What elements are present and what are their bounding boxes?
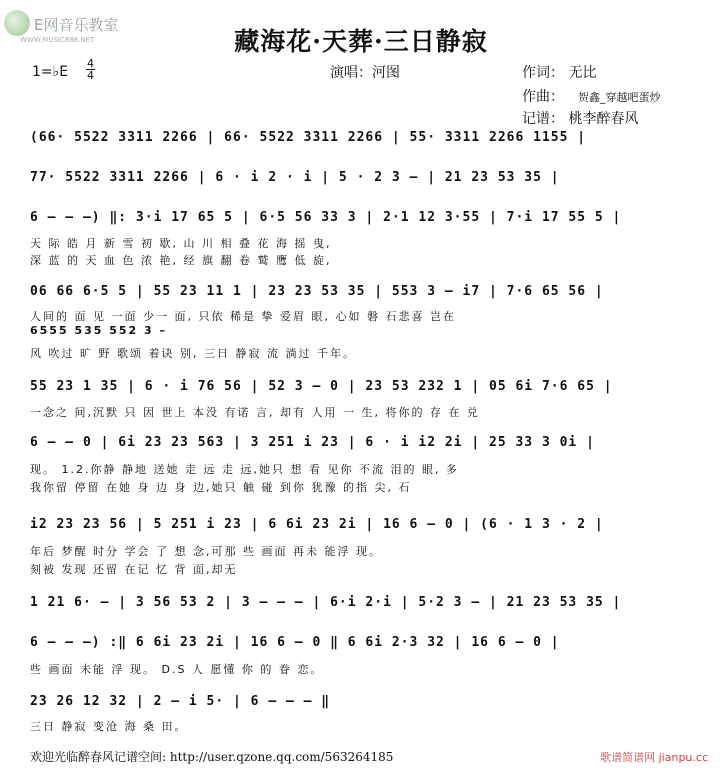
- lyric-row-4b: 风 吹过 旷 野 歌颂 着诀 别, 三日 静寂 流 淌过 千年。: [30, 347, 356, 360]
- lyric-row-3a: 天 际 皓 月 新 雪 初 歇, 山 川 相 叠 花 海 摇 曳,: [30, 237, 332, 250]
- score-row-4-sub: 6555 535 552 3 –: [30, 324, 168, 337]
- time-sig-bottom: 4: [87, 69, 94, 82]
- transcriber: 记谱： 桃李醉春风: [522, 111, 639, 127]
- lyric-row-10a: 三日 静寂 变沧 海 桑 田。: [30, 720, 188, 733]
- score-row-9: 6 – – –) :‖ 6 6i 23 2i | 16 6 – 0 ‖ 6 6i 2·3 32 | 16 6 – 0 |: [30, 635, 560, 650]
- score-row-8: 1 21 6· – | 3 56 53 2 | 3 – – – | 6·i 2·i | 5·2 3 – | 21 23 53 35 |: [30, 595, 622, 610]
- logo-url: WWW.MUSIC888.NET: [20, 36, 95, 44]
- lyric-row-3b: 深 蓝 的 天 血 色 浓 艳, 经 旗 翻 卷 鹫 鹰 低 旋,: [30, 254, 332, 267]
- score-row-7: i2 23 23 56 | 5 251 i 23 | 6 6i 23 2i | 16 6 – 0 | (6 · 1 3 · 2 |: [30, 517, 604, 532]
- watermark: 歌谱简谱网 jianpu.cc: [600, 751, 708, 764]
- score-row-2: 77· 5522 3311 2266 | 6 · i 2 · i | 5 · 2 3 – | 21 23 53 35 |: [30, 170, 560, 185]
- lyric-row-5a: 一念之 间,沉默 只 因 世上 本没 有诺 言, 却有 人用 一 生, 将你的 存 在 兑: [30, 406, 480, 419]
- composer-label: 作曲：: [522, 89, 564, 105]
- score-row-3: 6 – – –) ‖: 3·i 17 65 5 | 6·5 56 33 3 | 2·1 12 3·55 | 7·i 17 55 5 |: [30, 210, 622, 225]
- key-signature: 1=♭E: [32, 64, 69, 80]
- lyric-row-4a: 人间的 面 见 一面 少一 面, 只依 稀是 挚 爱眉 眼, 心如 磐 石悲喜 岂在: [30, 310, 456, 323]
- footer-text: 欢迎光临醉春风记谱空间: http://user.qzone.qq.com/563264185: [30, 750, 394, 764]
- lyric-row-6b: 我你留 停留 在她 身 边 身 边,她只 触 碰 到你 犹豫 的指 尖, 石: [30, 481, 412, 494]
- score-row-6: 6 – – 0 | 6i 23 23 563 | 3 251 i 23 | 6 · i i2 2i | 25 33 3 0i |: [30, 435, 595, 450]
- lyric-row-9a: 些 画面 未能 浮 现。 D.S 人 愿懂 你 的 眷 恋。: [30, 663, 324, 676]
- score-row-1: (66· 5522 3311 2266 | 66· 5522 3311 2266 | 55· 3311 2266 1155 |: [30, 130, 587, 145]
- singer: 演唱：河图: [330, 65, 400, 81]
- score-title: 藏海花·天葬·三日静寂: [234, 27, 488, 56]
- lyric-row-7a: 年后 梦醒 时分 学会 了 想 念,可那 些 画面 再未 能浮 现。: [30, 545, 382, 558]
- score-row-5: 55 23 1 35 | 6 · i 76 56 | 52 3 – 0 | 23 53 232 1 | 05 6i 7·6 65 |: [30, 379, 613, 394]
- score-row-4: 06 66 6·5 5 | 55 23 11 1 | 23 23 53 35 | 553 3 – i7 | 7·6 65 56 |: [30, 284, 604, 299]
- time-signature: [86, 58, 95, 81]
- lyricist: 作词： 无比: [522, 65, 597, 81]
- score-row-10: 23 26 12 32 | 2 – i 5· | 6 – – – ‖: [30, 694, 331, 709]
- logo-text: E网音乐教室: [34, 16, 119, 34]
- composer: 贺鑫_穿越吧蛋炒: [578, 91, 661, 104]
- lyric-row-6a: 现。 1.2.你静 静地 送她 走 远 走 远,她只 想 看 见你 不流 泪的 眼, 多: [30, 463, 459, 476]
- lyric-row-7b: 刻被 发现 还留 在记 忆 背 面,却无: [30, 563, 238, 576]
- time-sig-top: 4: [87, 57, 94, 70]
